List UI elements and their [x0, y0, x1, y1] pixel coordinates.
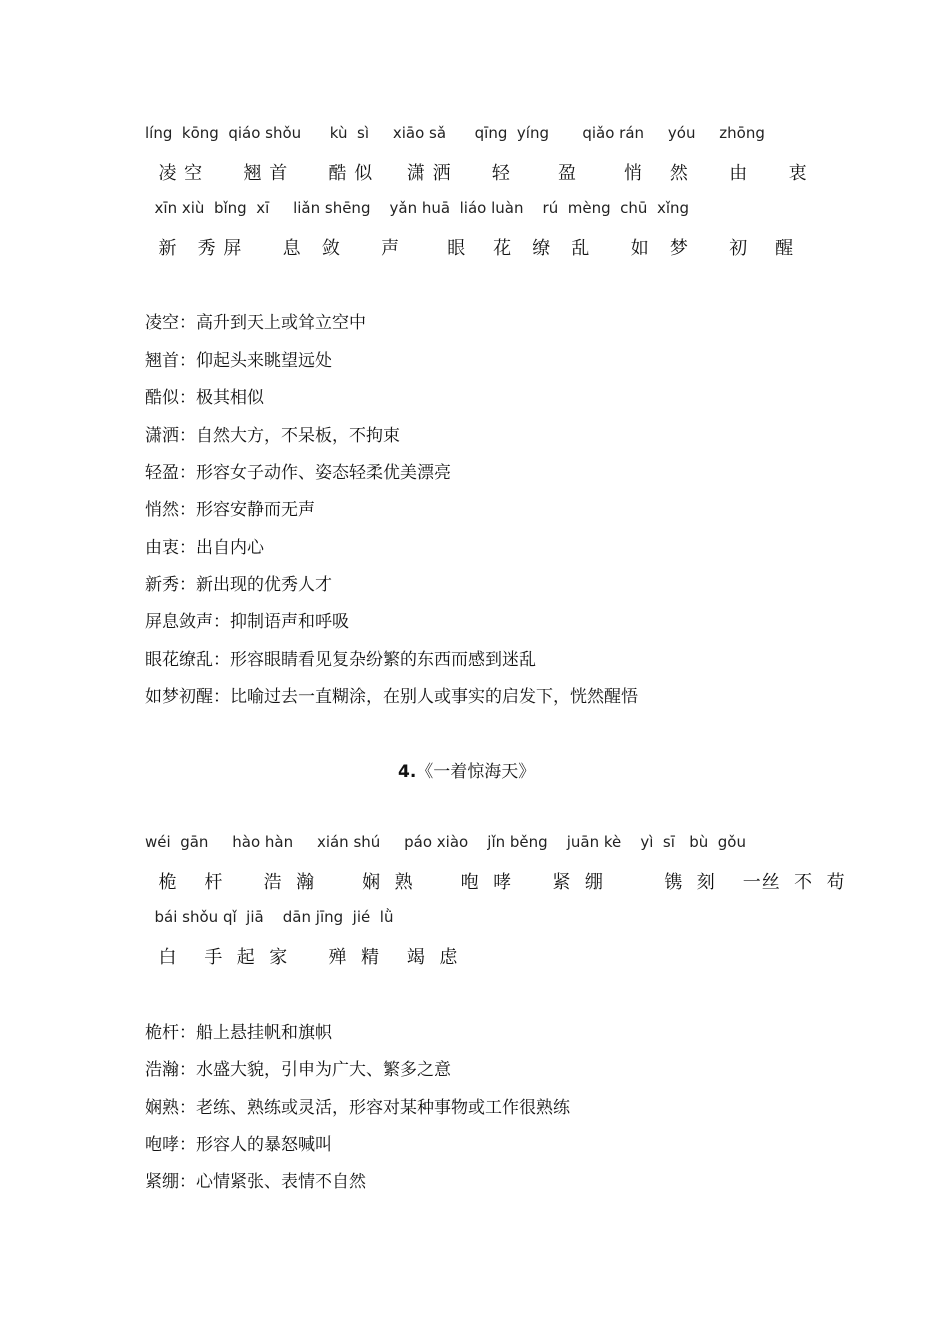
pinyin-row: wéi gān hào hàn xián shú páo xiào jǐn běng juān kè yì sī bù gǒu [145, 833, 746, 851]
definition-line: 屏息敛声：抑制语声和呼吸 [145, 612, 349, 632]
definition-line: 翘首：仰起头来眺望远处 [145, 351, 332, 371]
section-number: 4. [398, 762, 417, 782]
definition-line: 浩瀚：水盛大貌，引申为广大、繁多之意 [145, 1060, 451, 1080]
definition-line: 紧绷：心情紧张、表情不自然 [145, 1172, 366, 1192]
definition-line: 咆哮：形容人的暴怒喊叫 [145, 1135, 332, 1155]
definition-line: 潇洒：自然大方，不呆板，不拘束 [145, 426, 400, 446]
definition-line: 轻盈：形容女子动作、姿态轻柔优美漂亮 [145, 463, 451, 483]
hanzi-row: 桅 杆 浩 瀚 娴 熟 咆 哮 紧 绷 镌 刻 一丝 不 苟 [145, 872, 846, 893]
pinyin-row: bái shǒu qǐ jiā dān jīng jié lǜ [145, 908, 394, 926]
definition-line: 新秀：新出现的优秀人才 [145, 575, 332, 595]
definition-line: 悄然：形容安静而无声 [145, 500, 315, 520]
pinyin-row: xīn xiù bǐng xī liǎn shēng yǎn huā liáo luàn rú mèng chū xǐng [145, 199, 690, 217]
hanzi-row: 新 秀 屏 息 敛 声 眼 花 缭 乱 如 梦 初 醒 [145, 238, 795, 259]
pinyin-row: líng kōng qiáo shǒu kù sì xiāo sǎ qīng yíng qiǎo rán yóu zhōng [145, 124, 765, 142]
definition-line: 酷似：极其相似 [145, 388, 264, 408]
hanzi-row: 白 手 起 家 殚 精 竭 虑 [145, 947, 459, 968]
hanzi-row: 凌 空 翘 首 酷 似 潇 洒 轻 盈 悄 然 由 衷 [145, 163, 808, 184]
section-title-text: 《一着惊海天》 [416, 762, 536, 782]
definition-line: 由衷：出自内心 [145, 538, 264, 558]
definition-line: 如梦初醒：比喻过去一直糊涂，在别人或事实的启发下，恍然醒悟 [145, 687, 638, 707]
definition-line: 桅杆：船上悬挂帆和旗帜 [145, 1023, 332, 1043]
definition-line: 眼花缭乱：形容眼睛看见复杂纷繁的东西而感到迷乱 [145, 650, 536, 670]
definition-line: 凌空：高升到天上或耸立空中 [145, 313, 366, 333]
definition-line: 娴熟：老练、熟练或灵活，形容对某种事物或工作很熟练 [145, 1098, 570, 1118]
section-title [398, 757, 535, 782]
